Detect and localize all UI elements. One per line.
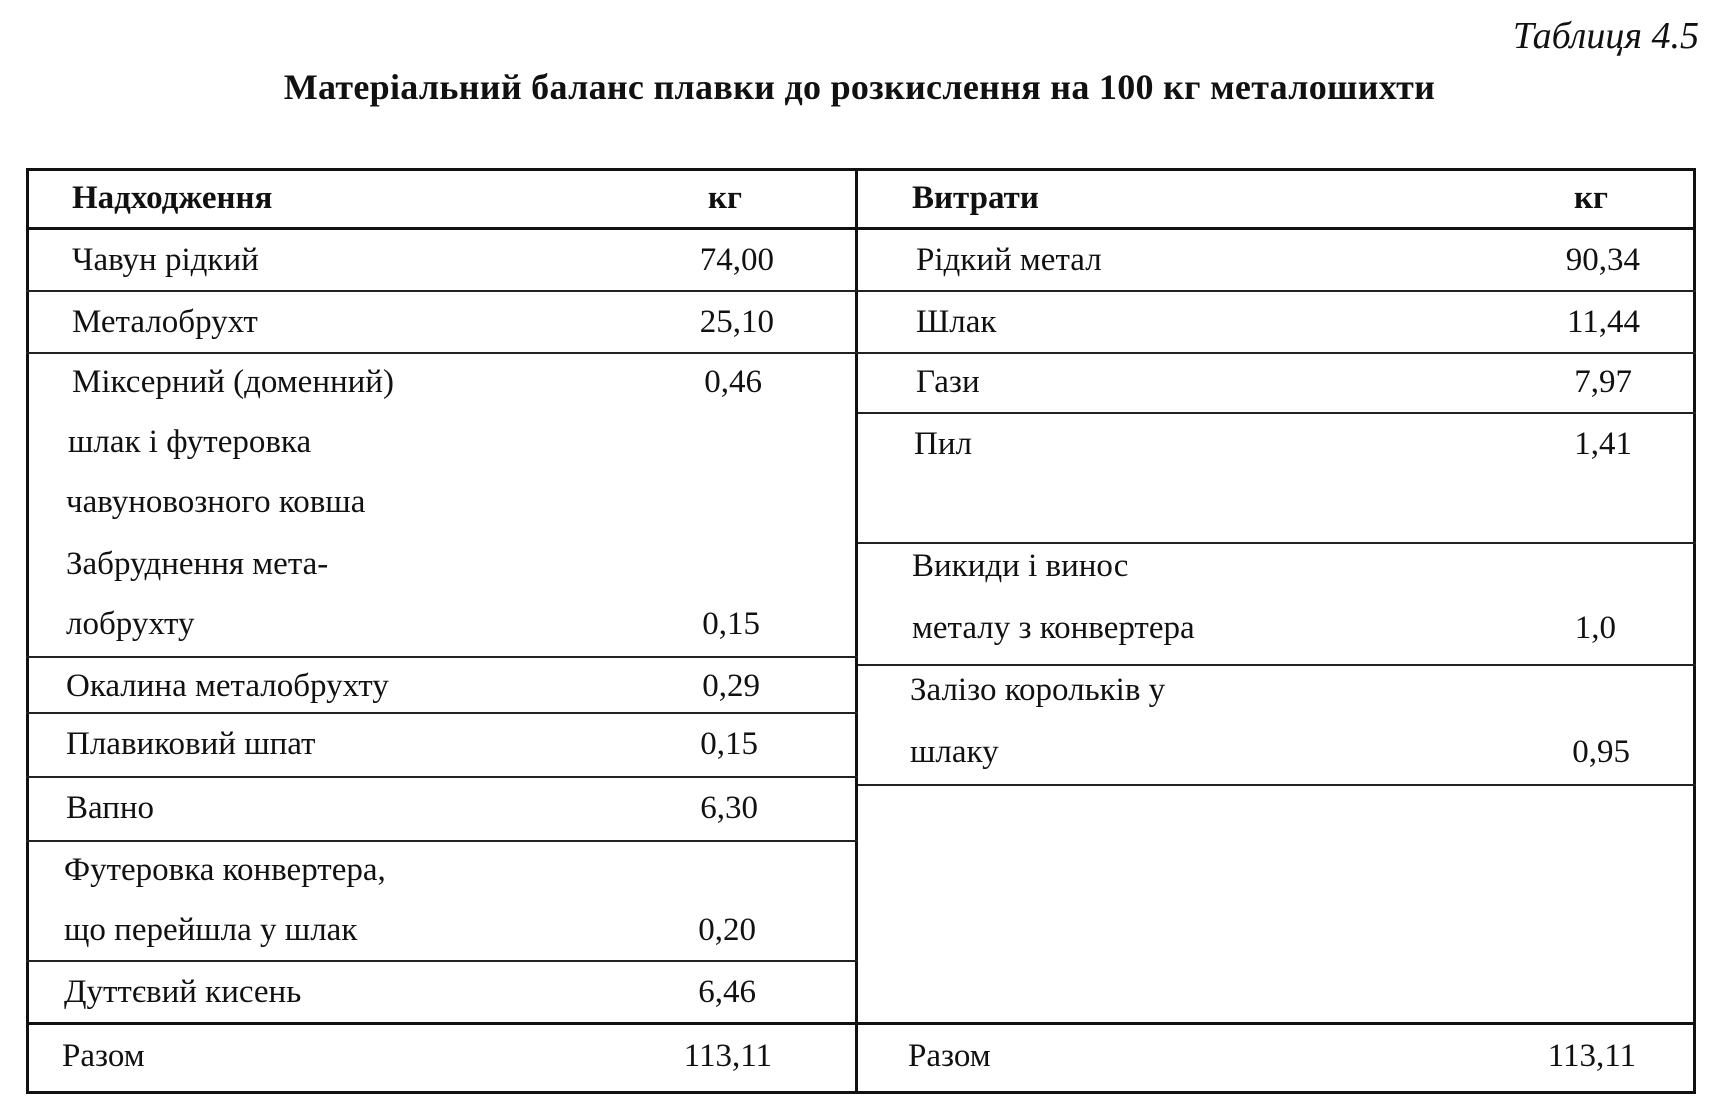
- expense-label: Викиди і винос: [912, 548, 1129, 584]
- expense-value: 1,0: [1574, 610, 1616, 646]
- expense-label: Шлак: [916, 304, 997, 340]
- income-value: 0,20: [698, 912, 756, 948]
- expense-label: Рідкий метал: [916, 242, 1102, 278]
- income-value: 25,10: [699, 304, 774, 340]
- income-label: Металобрухт: [72, 304, 258, 340]
- income-value: 6,46: [698, 974, 756, 1010]
- expense-label: Залізо корольків у: [910, 672, 1166, 708]
- income-value: 0,29: [702, 668, 760, 704]
- income-value: 0,15: [700, 726, 758, 762]
- table-number: Таблиця 4.5: [1512, 15, 1699, 57]
- income-total-label: Разом: [62, 1038, 145, 1074]
- income-label: Вапно: [66, 790, 155, 826]
- expense-total-value: 113,11: [1547, 1038, 1636, 1074]
- expense-value: 1,41: [1574, 426, 1632, 462]
- income-label: лобрухту: [66, 606, 195, 642]
- income-value: 0,46: [704, 364, 762, 400]
- expense-value: 11,44: [1566, 304, 1640, 340]
- expense-value: 0,95: [1572, 734, 1630, 770]
- income-value: 0,15: [702, 606, 760, 642]
- expense-header: Витрати: [912, 180, 1039, 216]
- expense-label: Гази: [916, 364, 980, 400]
- income-value: 6,30: [700, 790, 758, 826]
- income-label: Окалина металобрухту: [66, 668, 389, 704]
- income-label: Чавун рідкий: [72, 242, 259, 278]
- income-header: Надходження: [72, 180, 273, 216]
- expense-value: 7,97: [1574, 364, 1632, 400]
- income-label: Міксерний (доменний): [72, 364, 394, 400]
- income-label: Дуттєвий кисень: [64, 974, 302, 1010]
- expense-unit-header: кг: [1574, 180, 1608, 216]
- column-divider: [855, 168, 858, 1094]
- table-title: Матеріальний баланс плавки до розкислення на 100 кг металошихти: [283, 67, 1436, 107]
- income-value: 74,00: [699, 242, 774, 278]
- income-unit-header: кг: [708, 180, 742, 216]
- expense-value: 90,34: [1565, 242, 1640, 278]
- income-label: Забруднення мета-: [66, 546, 329, 582]
- expense-label: Пил: [914, 426, 972, 462]
- income-label: Плавиковий шпат: [66, 726, 316, 762]
- expense-label: металу з конвертера: [912, 610, 1195, 646]
- income-label: шлак і футеровка: [68, 424, 312, 460]
- income-label: чавуновозного ковша: [66, 484, 366, 520]
- expense-total-label: Разом: [908, 1038, 991, 1074]
- income-label: Футеровка конвертера,: [64, 852, 386, 888]
- right-row-rule: [858, 784, 1696, 786]
- right-total-rule: [858, 1022, 1696, 1025]
- left-total-rule: [26, 1022, 858, 1025]
- income-total-value: 113,11: [683, 1038, 772, 1074]
- expense-label: шлаку: [910, 734, 999, 770]
- income-label: що перейшла у шлак: [64, 912, 358, 948]
